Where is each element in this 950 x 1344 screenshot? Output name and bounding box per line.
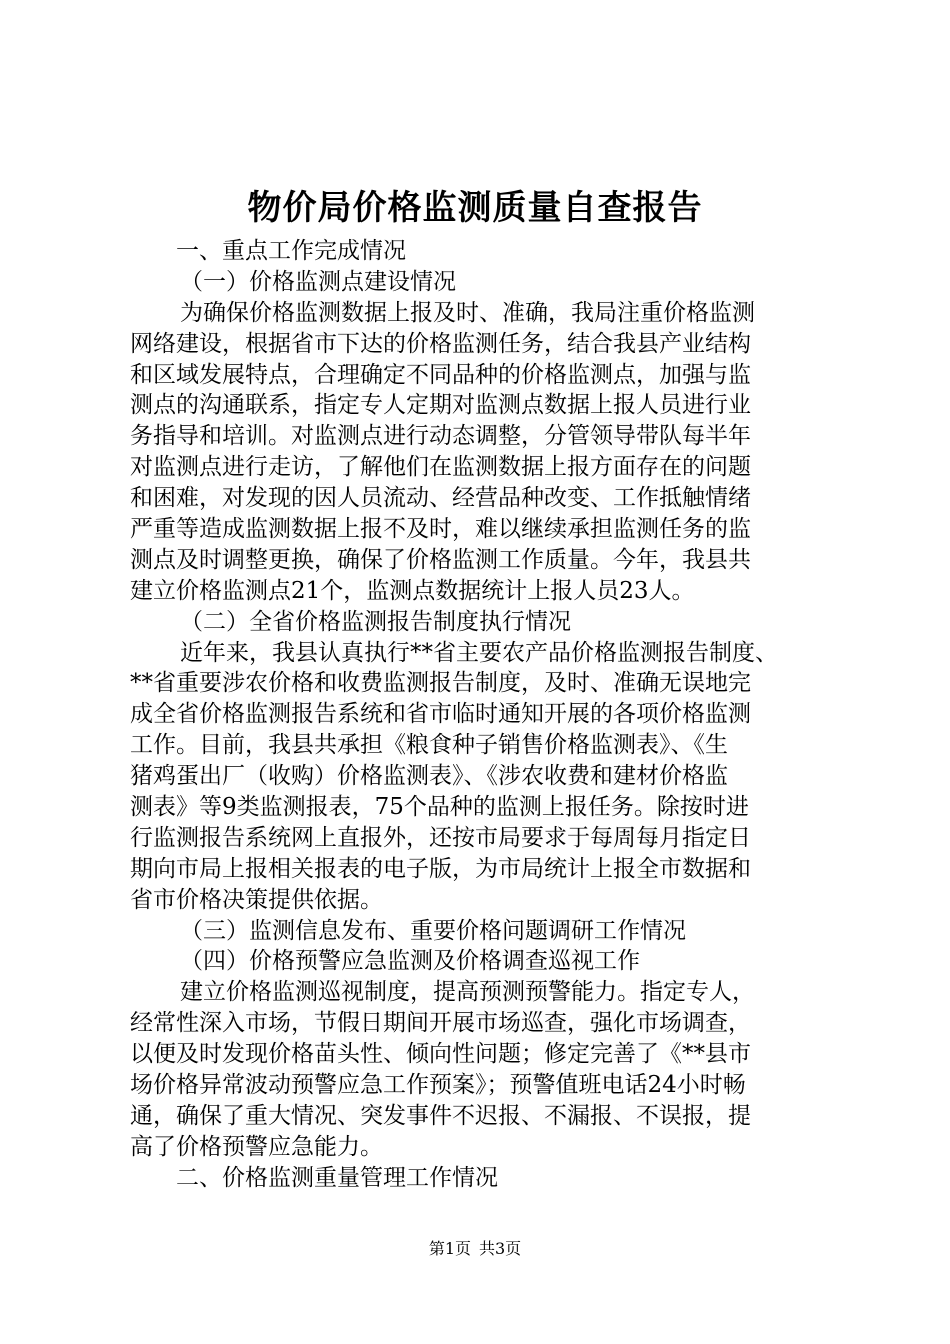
text-line: 测点的沟通联系，指定专人定期对监测点数据上报人员进行业 <box>130 392 751 419</box>
text-line: 省市价格决策提供依据。 <box>130 886 383 913</box>
text-line: 务指导和培训。对监测点进行动态调整，分管领导带队每半年 <box>130 423 751 450</box>
text-line: 近年来，我县认真执行**省主要农产品价格监测报告制度、 <box>180 639 778 666</box>
text-line: 以便及时发现价格苗头性、倾向性问题；修定完善了《**县市 <box>130 1041 751 1068</box>
page-number: 第1页 <box>428 1239 471 1258</box>
text-line: 和区域发展特点，合理确定不同品种的价格监测点，加强与监 <box>130 361 751 388</box>
text-line: 为确保价格监测数据上报及时、准确，我局注重价格监测 <box>180 299 755 326</box>
text-line: 测表》等9类监测报表，75个品种的监测上报任务。除按时进 <box>130 794 749 821</box>
text-line: 期向市局上报相关报表的电子版，为市局统计上报全市数据和 <box>130 855 751 882</box>
page-footer <box>0 1238 950 1260</box>
text-line: 成全省价格监测报告系统和省市临时通知开展的各项价格监测 <box>130 701 751 728</box>
text-line: **省重要涉农价格和收费监测报告制度，及时、准确无误地完 <box>130 670 751 697</box>
text-line: 对监测点进行走访，了解他们在监测数据上报方面存在的问题 <box>130 454 751 481</box>
text-line: 一、重点工作完成情况 <box>176 238 406 264</box>
document-title: 物价局价格监测质量自查报告 <box>247 188 703 228</box>
text-line: 经常性深入市场，节假日期间开展市场巡查，强化市场调查， <box>130 1010 751 1037</box>
text-line: 场价格异常波动预警应急工作预案》；预警值班电话24小时畅 <box>130 1072 746 1099</box>
text-line: 建立价格监测点21个，监测点数据统计上报人员23人。 <box>130 577 695 604</box>
text-line: 测点及时调整更换，确保了价格监测工作质量。今年，我县共 <box>130 546 751 573</box>
text-line: 和困难，对发现的因人员流动、经营品种改变、工作抵触情绪 <box>130 485 751 512</box>
text-line: 高了价格预警应急能力。 <box>130 1133 383 1160</box>
text-line: 二、价格监测重量管理工作情况 <box>176 1164 498 1191</box>
page-total: 共3页 <box>479 1239 522 1258</box>
text-line: 工作。目前，我县共承担《粮食种子销售价格监测表》、《生 <box>130 732 728 759</box>
text-line: 通，确保了重大情况、突发事件不迟报、不漏报、不误报，提 <box>130 1102 751 1129</box>
text-line: （四）价格预警应急监测及价格调查巡视工作 <box>180 948 640 975</box>
text-line: 猪鸡蛋出厂（收购）价格监测表》、《涉农收费和建材价格监 <box>130 763 728 790</box>
text-line: （一）价格监测点建设情况 <box>180 268 456 295</box>
document-body <box>130 236 830 1194</box>
text-line: 网络建设，根据省市下达的价格监测任务，结合我县产业结构 <box>130 330 751 357</box>
text-line: 严重等造成监测数据上报不及时，难以继续承担监测任务的监 <box>130 516 751 543</box>
text-line: 行监测报告系统网上直报外，还按市局要求于每周每月指定日 <box>130 824 751 851</box>
text-line: （二）全省价格监测报告制度执行情况 <box>180 608 571 635</box>
text-line: 建立价格监测巡视制度，提高预测预警能力。指定专人， <box>180 979 755 1006</box>
text-line: （三）监测信息发布、重要价格问题调研工作情况 <box>180 917 686 944</box>
